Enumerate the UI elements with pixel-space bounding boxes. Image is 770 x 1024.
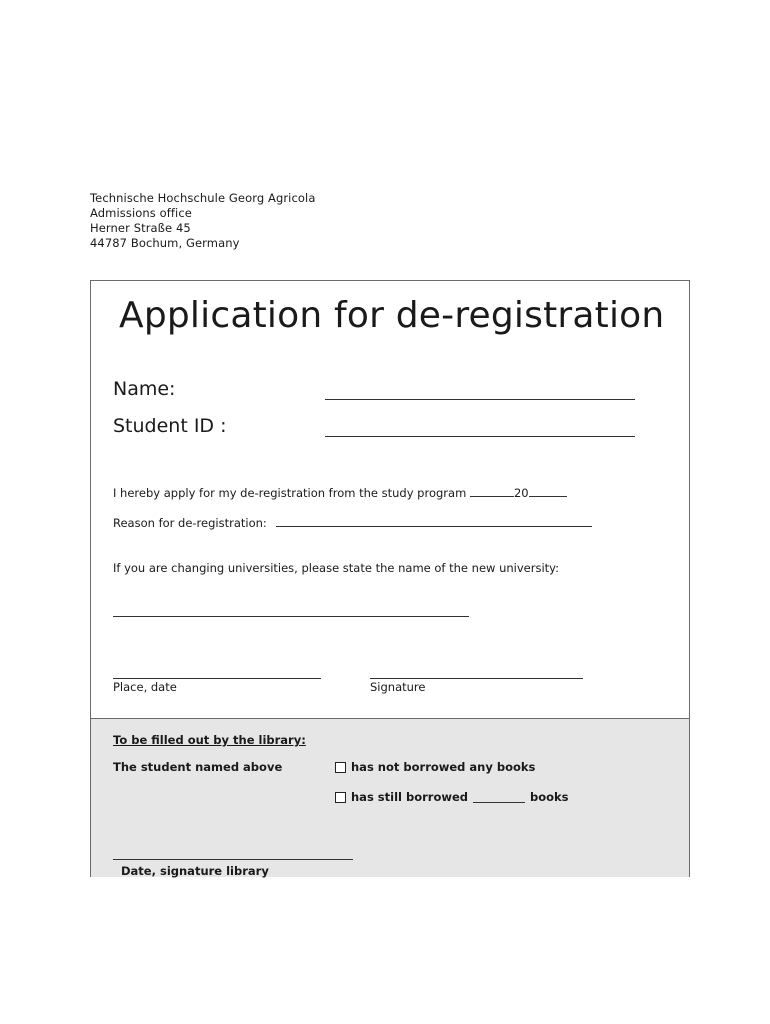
student-named-label: The student named above <box>113 760 283 774</box>
place-date-label: Place, date <box>113 680 177 694</box>
name-label: Name: <box>113 378 176 400</box>
library-section <box>91 718 689 877</box>
signature-field[interactable] <box>370 678 583 679</box>
address-line-street: Herner Straße 45 <box>90 221 191 235</box>
no-books-label: has not borrowed any books <box>351 760 536 774</box>
library-signature-label: Date, signature library <box>121 864 269 878</box>
book-count-field[interactable] <box>473 792 525 803</box>
reason-field[interactable] <box>276 516 592 527</box>
deregistration-form <box>90 280 690 877</box>
borrowed-books-checkbox[interactable] <box>335 792 346 803</box>
university-prompt: If you are changing universities, please state the name of the new university: <box>113 561 560 575</box>
library-heading: To be filled out by the library: <box>113 733 306 747</box>
borrowed-books-prefix: has still borrowed <box>351 790 468 804</box>
signature-label: Signature <box>370 680 426 694</box>
place-date-field[interactable] <box>113 678 321 679</box>
library-signature-field[interactable] <box>113 859 353 860</box>
address-line-city: 44787 Bochum, Germany <box>90 236 240 250</box>
study-program-field[interactable] <box>470 486 514 497</box>
borrowed-books-option <box>335 790 569 804</box>
recipient-address <box>90 191 315 251</box>
student-id-label: Student ID : <box>113 415 227 437</box>
apply-text: I hereby apply for my de-registration from the study program <box>113 486 467 500</box>
year-field[interactable] <box>529 486 567 497</box>
reason-row <box>113 516 592 530</box>
name-field[interactable] <box>325 399 635 400</box>
no-books-option <box>335 760 535 774</box>
reason-label: Reason for de-registration: <box>113 516 267 530</box>
year-prefix: 20 <box>513 486 529 500</box>
student-id-field[interactable] <box>325 436 635 437</box>
no-books-checkbox[interactable] <box>335 762 346 773</box>
form-title: Application for de-registration <box>119 295 665 336</box>
apply-statement <box>113 486 567 500</box>
address-line-office: Admissions office <box>90 206 192 220</box>
address-line-institution: Technische Hochschule Georg Agricola <box>90 191 316 205</box>
new-university-field[interactable] <box>113 616 469 617</box>
borrowed-books-suffix: books <box>530 790 569 804</box>
applicant-section <box>91 281 689 718</box>
